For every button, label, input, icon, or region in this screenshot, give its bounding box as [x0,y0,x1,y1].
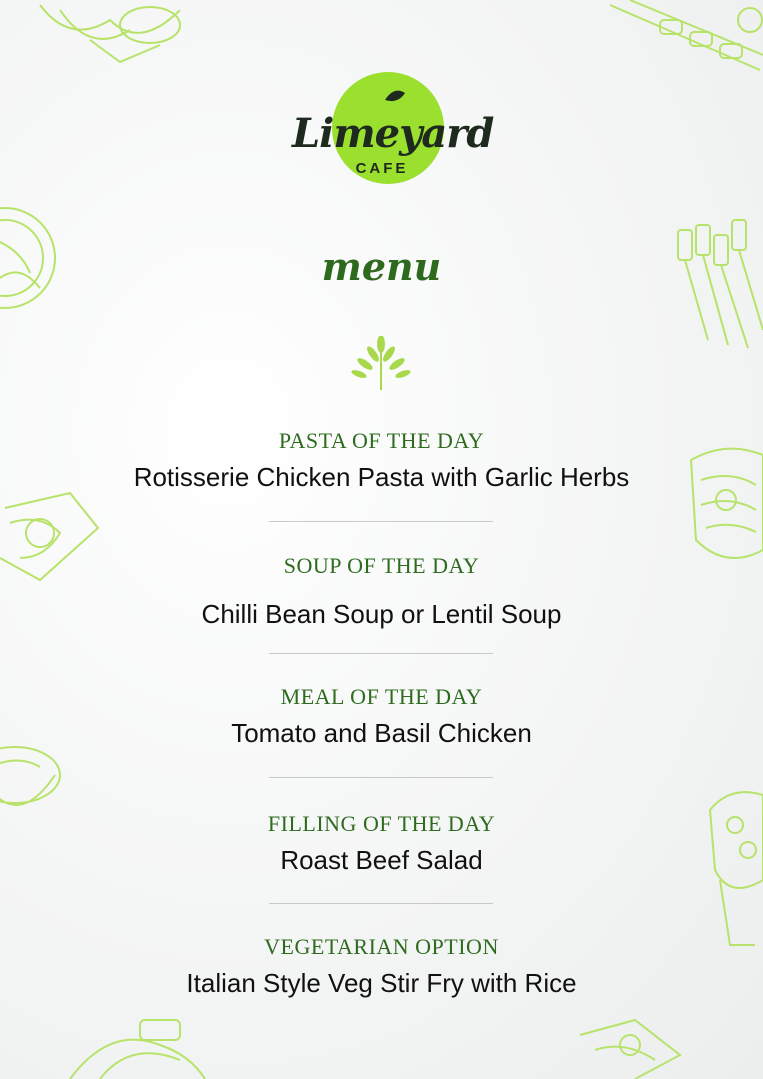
brand-logo [292,72,494,192]
menu-section-vegetarian [0,934,763,999]
section-item: Italian Style Veg Stir Fry with Rice [186,968,577,998]
menu-section-soup [0,553,763,630]
page-title: menu [321,244,442,289]
section-item: Rotisserie Chicken Pasta with Garlic Herbs [133,462,630,492]
section-item: Roast Beef Salad [280,845,483,875]
food-sketch-icon [30,0,210,70]
food-sketch-icon [600,0,763,80]
logo-subtitle: CAFE [355,160,409,177]
divider [269,521,493,522]
food-sketch-icon [575,1015,685,1079]
divider [269,777,493,778]
section-category: PASTA OF THE DAY [278,428,485,453]
menu-section-meal [0,684,763,749]
section-category: VEGETARIAN OPTION [264,934,499,959]
section-category: MEAL OF THE DAY [280,684,483,709]
section-category: SOUP OF THE DAY [283,553,480,578]
leaf-icon [384,90,406,104]
food-sketch-icon [60,1015,210,1079]
logo-wordmark: Limeyard [292,110,494,157]
divider [269,903,493,904]
section-item: Chilli Bean Soup or Lentil Soup [201,599,562,629]
wheat-sprig-icon [350,336,412,390]
menu-section-filling [0,811,763,876]
section-item: Tomato and Basil Chicken [231,718,532,748]
menu-section-pasta [0,428,763,493]
divider [269,653,493,654]
section-category: FILLING OF THE DAY [267,811,496,836]
